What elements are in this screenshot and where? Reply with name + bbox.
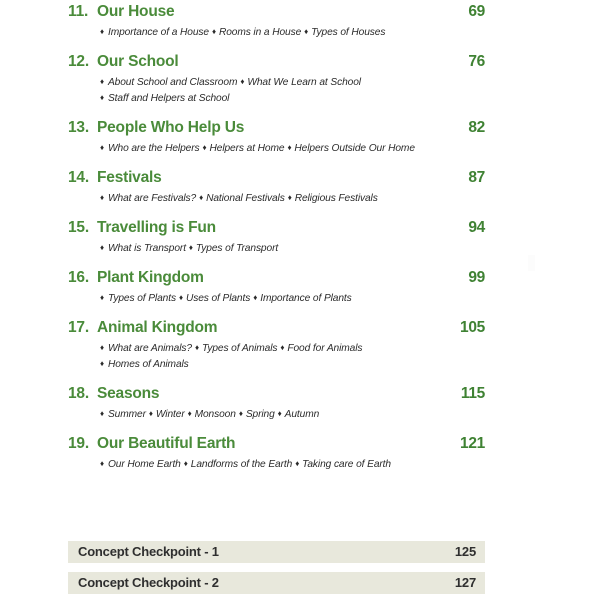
diamond-bullet-icon: ♦ xyxy=(100,77,104,86)
chapter-entry[interactable] xyxy=(68,50,485,106)
chapter-entry[interactable] xyxy=(68,382,485,422)
subtopic-line xyxy=(100,356,485,372)
diamond-bullet-icon: ♦ xyxy=(183,459,188,468)
chapter-page-number[interactable]: 99 xyxy=(468,269,485,286)
chapter-entry[interactable] xyxy=(68,166,485,206)
subtopic-label: Landforms of the Earth xyxy=(190,459,293,470)
diamond-bullet-icon: ♦ xyxy=(202,143,207,152)
chapter-entry[interactable] xyxy=(68,316,485,372)
concept-checkpoint-page-number[interactable]: 127 xyxy=(454,575,476,590)
chapter-page-number[interactable]: 94 xyxy=(468,219,485,236)
subtopic-line xyxy=(100,240,485,256)
concept-checkpoint-bar[interactable] xyxy=(68,541,485,563)
chapter-title[interactable]: Our Beautiful Earth xyxy=(97,435,236,452)
diamond-bullet-icon: ♦ xyxy=(280,343,285,352)
chapter-heading-row xyxy=(68,116,485,139)
chapter-subtopics xyxy=(68,289,485,306)
concept-checkpoint-group xyxy=(68,541,485,603)
chapter-page-number[interactable]: 87 xyxy=(468,169,485,186)
chapter-entry[interactable] xyxy=(68,116,485,156)
subtopic-label: Food for Animals xyxy=(287,343,363,354)
diamond-bullet-icon: ♦ xyxy=(100,193,104,202)
chapter-heading-row xyxy=(68,432,485,455)
subtopic-label: Staff and Helpers at School xyxy=(107,93,230,104)
subtopic-line xyxy=(100,24,485,40)
chapter-title[interactable]: Seasons xyxy=(97,385,160,402)
diamond-bullet-icon: ♦ xyxy=(148,409,153,418)
chapter-heading-row xyxy=(68,382,485,405)
chapter-entry[interactable] xyxy=(68,216,485,256)
chapter-entry[interactable] xyxy=(68,266,485,306)
chapter-number: 19. xyxy=(68,435,89,452)
concept-checkpoint-label: Concept Checkpoint - 1 xyxy=(78,544,219,559)
chapter-title[interactable]: Animal Kingdom xyxy=(97,319,218,336)
subtopic-label: Spring xyxy=(245,409,275,420)
subtopic-label: What We Learn at School xyxy=(247,77,361,88)
concept-checkpoint-page-number[interactable]: 125 xyxy=(454,544,476,559)
chapter-subtopics xyxy=(68,405,485,422)
chapter-subtopics xyxy=(68,239,485,256)
diamond-bullet-icon: ♦ xyxy=(253,293,258,302)
diamond-bullet-icon: ♦ xyxy=(287,193,292,202)
scan-artifact xyxy=(528,255,535,271)
diamond-bullet-icon: ♦ xyxy=(295,459,300,468)
subtopic-label: Helpers at Home xyxy=(209,143,285,154)
chapter-number: 17. xyxy=(68,319,89,336)
subtopic-label: National Festivals xyxy=(206,193,285,204)
diamond-bullet-icon: ♦ xyxy=(100,409,104,418)
subtopic-label: Winter xyxy=(155,409,185,420)
diamond-bullet-icon: ♦ xyxy=(100,343,104,352)
chapter-heading-row xyxy=(68,316,485,339)
chapter-title[interactable]: People Who Help Us xyxy=(97,119,245,136)
diamond-bullet-icon: ♦ xyxy=(100,93,104,102)
chapter-number: 11. xyxy=(68,3,89,20)
subtopic-label: About School and Classroom xyxy=(107,77,238,88)
subtopic-label: Helpers Outside Our Home xyxy=(294,143,415,154)
subtopic-label: What is Transport xyxy=(107,243,186,254)
chapter-title[interactable]: Our House xyxy=(97,3,175,20)
subtopic-label: Homes of Animals xyxy=(107,359,189,370)
subtopic-label: Types of Transport xyxy=(195,243,279,254)
diamond-bullet-icon: ♦ xyxy=(100,143,104,152)
subtopic-label: Taking care of Earth xyxy=(302,459,391,470)
chapter-title[interactable]: Plant Kingdom xyxy=(97,269,204,286)
diamond-bullet-icon: ♦ xyxy=(211,27,216,36)
subtopic-line xyxy=(100,74,485,90)
chapter-page-number[interactable]: 69 xyxy=(468,3,485,20)
chapter-subtopics xyxy=(68,189,485,206)
subtopic-label: Monsoon xyxy=(194,409,236,420)
subtopic-line xyxy=(100,406,485,422)
diamond-bullet-icon: ♦ xyxy=(188,243,193,252)
subtopic-label: Types of Houses xyxy=(311,27,386,38)
subtopic-label: Our Home Earth xyxy=(107,459,181,470)
diamond-bullet-icon: ♦ xyxy=(100,293,104,302)
chapter-heading-row xyxy=(68,216,485,239)
chapter-page-number[interactable]: 121 xyxy=(460,435,485,452)
chapter-number: 12. xyxy=(68,53,89,70)
chapter-subtopics xyxy=(68,139,485,156)
diamond-bullet-icon: ♦ xyxy=(187,409,192,418)
chapter-heading-row xyxy=(68,266,485,289)
chapter-page-number[interactable]: 105 xyxy=(460,319,485,336)
chapter-number: 16. xyxy=(68,269,89,286)
chapter-subtopics xyxy=(68,73,485,106)
concept-checkpoint-label: Concept Checkpoint - 2 xyxy=(78,575,219,590)
subtopic-label: What are Festivals? xyxy=(107,193,197,204)
subtopic-label: Summer xyxy=(107,409,146,420)
chapter-page-number[interactable]: 82 xyxy=(468,119,485,136)
chapter-page-number[interactable]: 115 xyxy=(460,385,485,402)
diamond-bullet-icon: ♦ xyxy=(100,243,104,252)
chapter-list xyxy=(68,0,485,482)
subtopic-label: Importance of Plants xyxy=(260,293,352,304)
chapter-subtopics xyxy=(68,339,485,372)
chapter-number: 18. xyxy=(68,385,89,402)
diamond-bullet-icon: ♦ xyxy=(238,409,243,418)
subtopic-label: Religious Festivals xyxy=(294,193,378,204)
subtopic-label: Autumn xyxy=(284,409,320,420)
diamond-bullet-icon: ♦ xyxy=(178,293,183,302)
diamond-bullet-icon: ♦ xyxy=(304,27,309,36)
chapter-entry[interactable] xyxy=(68,432,485,472)
subtopic-label: Who are the Helpers xyxy=(107,143,200,154)
subtopic-label: Types of Animals xyxy=(201,343,278,354)
subtopic-label: What are Animals? xyxy=(107,343,192,354)
chapter-page-number[interactable]: 76 xyxy=(468,53,485,70)
subtopic-label: Importance of a House xyxy=(107,27,209,38)
diamond-bullet-icon: ♦ xyxy=(194,343,199,352)
subtopic-line xyxy=(100,340,485,356)
chapter-subtopics xyxy=(68,23,485,40)
diamond-bullet-icon: ♦ xyxy=(100,27,104,36)
chapter-title[interactable]: Travelling is Fun xyxy=(97,219,216,236)
diamond-bullet-icon: ♦ xyxy=(287,143,292,152)
diamond-bullet-icon: ♦ xyxy=(277,409,282,418)
chapter-entry[interactable] xyxy=(68,0,485,40)
chapter-subtopics xyxy=(68,455,485,472)
chapter-heading-row xyxy=(68,166,485,189)
concept-checkpoint-bar[interactable] xyxy=(68,572,485,594)
subtopic-line xyxy=(100,190,485,206)
diamond-bullet-icon: ♦ xyxy=(199,193,204,202)
subtopic-label: Rooms in a House xyxy=(218,27,302,38)
chapter-number: 14. xyxy=(68,169,89,186)
diamond-bullet-icon: ♦ xyxy=(100,459,104,468)
chapter-number: 13. xyxy=(68,119,89,136)
diamond-bullet-icon: ♦ xyxy=(100,359,104,368)
diamond-bullet-icon: ♦ xyxy=(240,77,245,86)
chapter-number: 15. xyxy=(68,219,89,236)
chapter-title[interactable]: Our School xyxy=(97,53,179,70)
subtopic-line xyxy=(100,456,485,472)
chapter-heading-row xyxy=(68,0,485,23)
subtopic-line xyxy=(100,140,485,156)
subtopic-line xyxy=(100,90,485,106)
subtopic-label: Types of Plants xyxy=(107,293,176,304)
subtopic-label: Uses of Plants xyxy=(185,293,251,304)
subtopic-line xyxy=(100,290,485,306)
chapter-heading-row xyxy=(68,50,485,73)
chapter-title[interactable]: Festivals xyxy=(97,169,162,186)
